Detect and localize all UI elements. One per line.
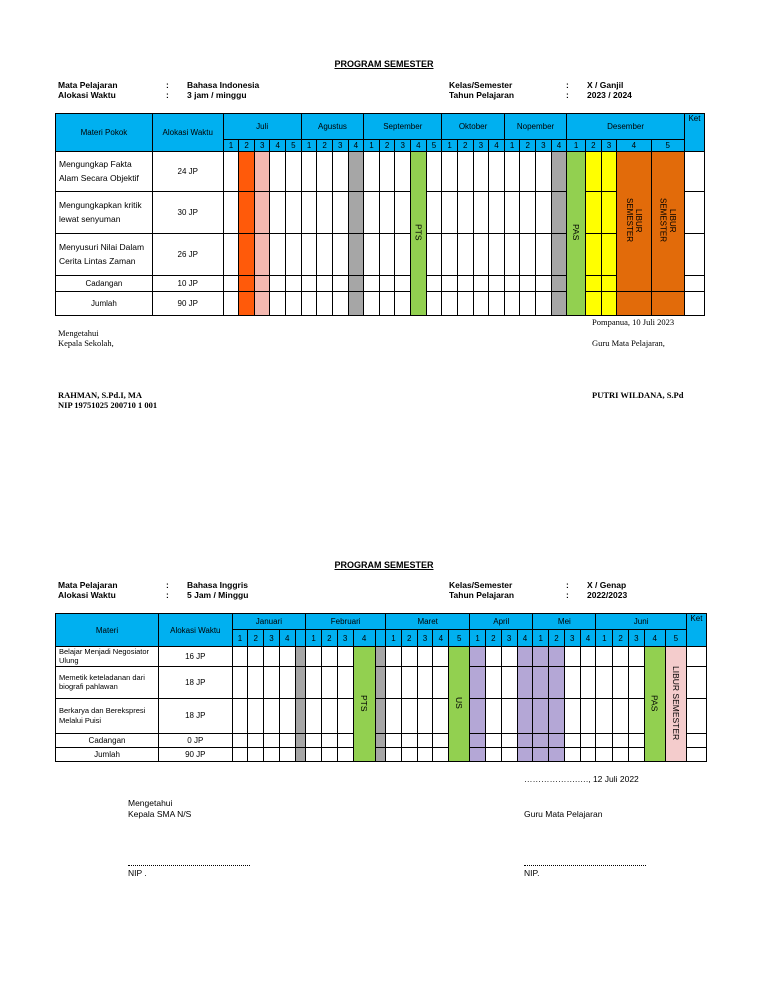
jp-cell: 10 JP bbox=[152, 276, 223, 292]
week-cell: 3 bbox=[564, 630, 580, 647]
materi-cell: Menyusuri Nilai Dalam Cerita Lintas Zaman bbox=[56, 234, 153, 276]
week-cell: 2 bbox=[317, 140, 333, 152]
jp-cell: 0 JP bbox=[159, 733, 233, 747]
place-date-1: Pompanua, 10 Juli 2023 bbox=[592, 317, 675, 327]
week-cell: 2 bbox=[401, 630, 417, 647]
alokasi-label-1: Alokasi Waktu bbox=[58, 90, 116, 100]
libur-marker: LIBUR SEMESTER bbox=[665, 647, 686, 762]
week-cell: 3 bbox=[536, 140, 552, 152]
colon: : bbox=[166, 580, 169, 590]
nip-right: NIP. bbox=[524, 868, 540, 878]
week-cell: 3 bbox=[254, 140, 270, 152]
kepala-label-2: Kepala SMA N/S bbox=[128, 809, 192, 819]
week-cell: 3 bbox=[628, 630, 644, 647]
week-cell: 4 bbox=[411, 140, 427, 152]
materi-cell: Cadangan bbox=[56, 276, 153, 292]
alokasi-value-1: 3 jam / minggu bbox=[187, 90, 247, 100]
week-cell: 4 bbox=[270, 140, 286, 152]
jp-cell: 16 JP bbox=[159, 647, 233, 667]
alokasi-label-2: Alokasi Waktu bbox=[58, 590, 116, 600]
kelas-label-2: Kelas/Semester bbox=[449, 580, 513, 590]
month-header: Juni bbox=[596, 614, 686, 630]
week-cell: 1 bbox=[364, 140, 380, 152]
page-title-1: PROGRAM SEMESTER bbox=[334, 59, 434, 69]
week-cell: 4 bbox=[489, 140, 505, 152]
materi-cell: Mengungkap Fakta Alam Secara Objektif bbox=[56, 152, 153, 192]
header-ket: Ket bbox=[686, 614, 706, 647]
pts-marker: PTS bbox=[411, 152, 427, 316]
jp-cell: 24 JP bbox=[152, 152, 223, 192]
materi-cell: Berkarya dan Berekspresi Melalui Puisi bbox=[56, 698, 159, 733]
week-cell: 1 bbox=[301, 140, 317, 152]
colon: : bbox=[166, 90, 169, 100]
us-marker: US bbox=[449, 647, 470, 762]
materi-cell: Jumlah bbox=[56, 292, 153, 316]
week-cell: 5 bbox=[651, 140, 684, 152]
week-cell: 4 bbox=[617, 140, 651, 152]
header-materi: Materi Pokok bbox=[56, 114, 153, 152]
pts-marker: PTS bbox=[353, 647, 375, 762]
colon: : bbox=[566, 580, 569, 590]
week-cell: 1 bbox=[470, 630, 486, 647]
kelas-value-1: X / Ganjil bbox=[587, 80, 624, 90]
week-cell: 4 bbox=[279, 630, 295, 647]
colon: : bbox=[566, 80, 569, 90]
materi-cell: Belajar Menjadi Negosiator Ulung bbox=[56, 647, 159, 667]
week-cell: 2 bbox=[549, 630, 565, 647]
materi-cell: Cadangan bbox=[56, 733, 159, 747]
month-header: September bbox=[364, 114, 442, 140]
jp-cell: 90 JP bbox=[159, 747, 233, 761]
week-cell: 3 bbox=[332, 140, 348, 152]
month-header: Juli bbox=[223, 114, 301, 140]
guru-label-2: Guru Mata Pelajaran bbox=[524, 809, 603, 819]
header-ket: Ket bbox=[684, 114, 704, 152]
week-cell: 3 bbox=[501, 630, 517, 647]
week-cell: 4 bbox=[644, 630, 665, 647]
colon: : bbox=[166, 590, 169, 600]
mapel-value-2: Bahasa Inggris bbox=[187, 580, 248, 590]
week-cell: 5 bbox=[449, 630, 470, 647]
guru-name-1: PUTRI WILDANA, S.Pd bbox=[592, 390, 684, 400]
header-alokasi: Alokasi Waktu bbox=[159, 614, 233, 647]
kepala-name-1: RAHMAN, S.Pd.I, MA bbox=[58, 390, 143, 400]
week-cell: 4 bbox=[580, 630, 596, 647]
tahun-value-2: 2022/2023 bbox=[587, 590, 628, 600]
libur-marker: LIBUR SEMESTER bbox=[651, 152, 684, 292]
mapel-label-2: Mata Pelajaran bbox=[58, 580, 118, 590]
kelas-value-2: X / Genap bbox=[587, 580, 627, 590]
week-cell: 2 bbox=[322, 630, 338, 647]
week-cell: 4 bbox=[353, 630, 375, 647]
alokasi-value-2: 5 Jam / Minggu bbox=[187, 590, 249, 600]
week-cell: 3 bbox=[473, 140, 489, 152]
jp-cell: 18 JP bbox=[159, 666, 233, 698]
pas-marker: PAS bbox=[644, 647, 665, 762]
colon: : bbox=[566, 590, 569, 600]
kelas-label-1: Kelas/Semester bbox=[449, 80, 513, 90]
week-cell: 1 bbox=[386, 630, 402, 647]
place-date-2: ……………….…., 12 Juli 2022 bbox=[524, 774, 639, 784]
guru-label-1: Guru Mata Pelajaran, bbox=[592, 338, 665, 348]
week-cell: 1 bbox=[596, 630, 613, 647]
jp-cell: 18 JP bbox=[159, 698, 233, 733]
header-alokasi: Alokasi Waktu bbox=[152, 114, 223, 152]
pas-marker: PAS bbox=[567, 152, 586, 316]
nip-left: NIP . bbox=[128, 868, 147, 878]
month-header: Agustus bbox=[301, 114, 363, 140]
week-cell: 2 bbox=[248, 630, 264, 647]
schedule-table-1 bbox=[55, 113, 705, 316]
week-cell: 2 bbox=[379, 140, 395, 152]
week-cell: 3 bbox=[417, 630, 433, 647]
page-title-2: PROGRAM SEMESTER bbox=[334, 560, 434, 570]
signature-line-left bbox=[128, 864, 250, 866]
week-cell: 4 bbox=[517, 630, 533, 647]
week-cell: 1 bbox=[232, 630, 248, 647]
tahun-value-1: 2023 / 2024 bbox=[587, 90, 632, 100]
header-materi: Materi bbox=[56, 614, 159, 647]
month-header: Desember bbox=[567, 114, 685, 140]
week-cell: 3 bbox=[337, 630, 353, 647]
week-cell: 2 bbox=[486, 630, 502, 647]
week-cell: 5 bbox=[286, 140, 302, 152]
week-cell: 3 bbox=[395, 140, 411, 152]
colon: : bbox=[166, 80, 169, 90]
kepala-label-1: Kepala Sekolah, bbox=[58, 338, 114, 348]
week-cell: 4 bbox=[551, 140, 567, 152]
week-cell: 1 bbox=[306, 630, 322, 647]
jp-cell: 30 JP bbox=[152, 192, 223, 234]
month-header: Februari bbox=[306, 614, 386, 630]
week-cell: 5 bbox=[426, 140, 442, 152]
mapel-label-1: Mata Pelajaran bbox=[58, 80, 118, 90]
libur-marker: LIBUR SEMESTER bbox=[617, 152, 651, 292]
materi-cell: Mengungkapkan kritik lewat senyuman bbox=[56, 192, 153, 234]
jp-cell: 26 JP bbox=[152, 234, 223, 276]
week-cell: 3 bbox=[601, 140, 617, 152]
month-header: April bbox=[470, 614, 533, 630]
month-header: Januari bbox=[232, 614, 306, 630]
signature-line-right bbox=[524, 864, 646, 866]
mengetahui-1: Mengetahui bbox=[58, 328, 99, 338]
week-cell: 2 bbox=[613, 630, 629, 647]
colon: : bbox=[566, 90, 569, 100]
week-cell: 1 bbox=[442, 140, 458, 152]
week-cell: 1 bbox=[504, 140, 520, 152]
week-cell: 5 bbox=[665, 630, 686, 647]
week-cell: 2 bbox=[239, 140, 255, 152]
week-cell: 1 bbox=[533, 630, 549, 647]
week-cell: 4 bbox=[348, 140, 364, 152]
materi-cell: Jumlah bbox=[56, 747, 159, 761]
schedule-table-2 bbox=[55, 613, 707, 762]
week-cell: 1 bbox=[567, 140, 586, 152]
week-cell: 2 bbox=[520, 140, 536, 152]
month-header: Oktober bbox=[442, 114, 504, 140]
month-header: Nopember bbox=[504, 114, 566, 140]
week-cell: 2 bbox=[457, 140, 473, 152]
kepala-nip-1: NIP 19751025 200710 1 001 bbox=[58, 400, 158, 410]
mapel-value-1: Bahasa Indonesia bbox=[187, 80, 260, 90]
mengetahui-2: Mengetahui bbox=[128, 798, 173, 808]
tahun-label-1: Tahun Pelajaran bbox=[449, 90, 515, 100]
materi-cell: Memetik keteladanan dari biografi pahlawan bbox=[56, 666, 159, 698]
month-header: Maret bbox=[386, 614, 470, 630]
week-cell: 1 bbox=[223, 140, 239, 152]
week-cell: 2 bbox=[586, 140, 602, 152]
week-cell: 4 bbox=[433, 630, 449, 647]
week-cell: 3 bbox=[264, 630, 280, 647]
jp-cell: 90 JP bbox=[152, 292, 223, 316]
tahun-label-2: Tahun Pelajaran bbox=[449, 590, 515, 600]
month-header: Mei bbox=[533, 614, 596, 630]
